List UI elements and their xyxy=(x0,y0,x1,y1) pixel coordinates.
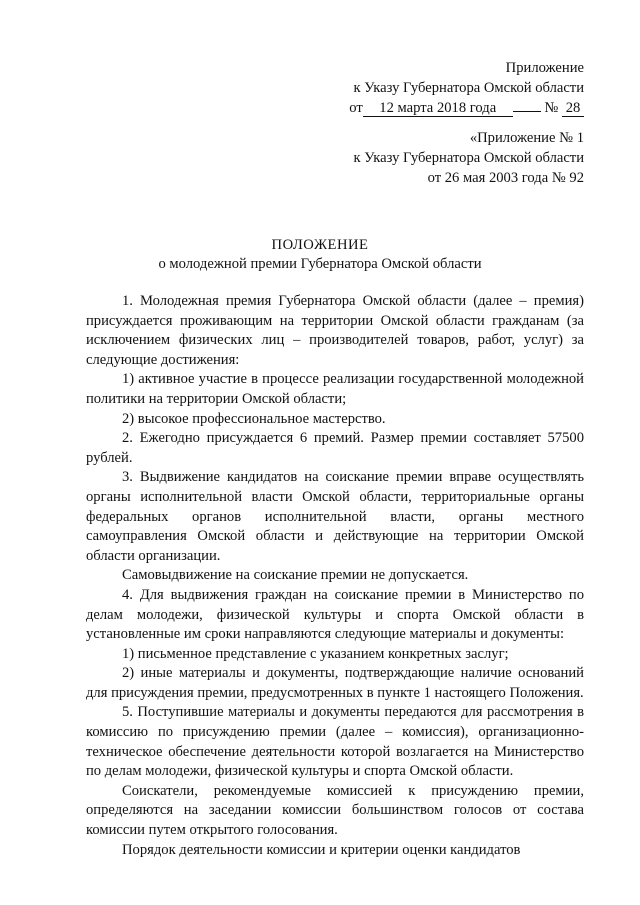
paragraph: Соискатели, рекомендуемые комиссией к присуждению премии, определяются на заседании комиссии большинством голосов от состава комиссии путем открытого голосования. xyxy=(86,782,584,839)
title-sub: о молодежной премии Губернатора Омской области xyxy=(158,256,482,272)
document-body xyxy=(86,292,584,860)
title-main: ПОЛОЖЕНИЕ xyxy=(271,237,369,253)
date-value: 12 марта 2018 года xyxy=(363,100,513,117)
number-prefix: № xyxy=(544,100,559,116)
paragraph: Самовыдвижение на соискание премии не допускается. xyxy=(122,567,469,584)
document-title xyxy=(0,236,640,274)
decree-reference: к Указу Губернатора Омской области xyxy=(353,80,584,96)
paragraph: 5. Поступившие материалы и документы передаются для рассмотрения в комиссию по присуждению премии (далее – комиссия), организационно-техническое обеспечение деятельности которой возлагается на Министерство по делам молодежи, физической культуры и спорта Омской области. xyxy=(86,704,584,780)
original-decree-reference: к Указу Губернатора Омской области xyxy=(353,150,584,166)
paragraph: 1. Молодежная премия Губернатора Омской области (далее – премия) присуждается проживающим на территории Омской области гражданам (за исключением физических лиц – производителей товаров, работ, услуг) за следующие достижения: xyxy=(86,293,584,368)
original-appendix-label: «Приложение № 1 xyxy=(469,130,584,146)
date-prefix: от xyxy=(349,100,363,116)
paragraph: 2. Ежегодно присуждается 6 премий. Размер премии составляет 57500 рублей. xyxy=(86,430,584,466)
paragraph: 1) письменное представление с указанием конкретных заслуг; xyxy=(122,645,509,662)
paragraph: 4. Для выдвижения граждан на соискание премии в Министерство по делам молодежи, физической культуры и спорта Омской области в установленные им сроки направляются следующие материалы и документы: xyxy=(86,586,584,643)
paragraph: 2) иные материалы и документы, подтверждающие наличие оснований для присуждения премии, предусмотренных в пункте 1 настоящего Положения. xyxy=(86,665,584,701)
decree-date-line xyxy=(349,98,584,118)
original-decree-date: от 26 мая 2003 года № 92 xyxy=(427,170,584,186)
original-appendix-header xyxy=(354,128,584,188)
paragraph: Порядок деятельности комиссии и критерии оценки кандидатов xyxy=(122,841,521,858)
number-value: 28 xyxy=(562,100,584,117)
appendix-label: Приложение xyxy=(505,60,584,76)
paragraph: 2) высокое профессиональное мастерство. xyxy=(122,410,386,427)
paragraph: 3. Выдвижение кандидатов на соискание премии вправе осуществлять органы исполнительной власти Омской области, территориальные органы федеральных органов исполнительной власти, органы местного самоуправления Омской области и действующие на территории Омской области организации. xyxy=(86,469,584,564)
paragraph: 1) активное участие в процессе реализации государственной молодежной политики на территории Омской области; xyxy=(86,371,584,407)
appendix-header xyxy=(349,58,584,118)
